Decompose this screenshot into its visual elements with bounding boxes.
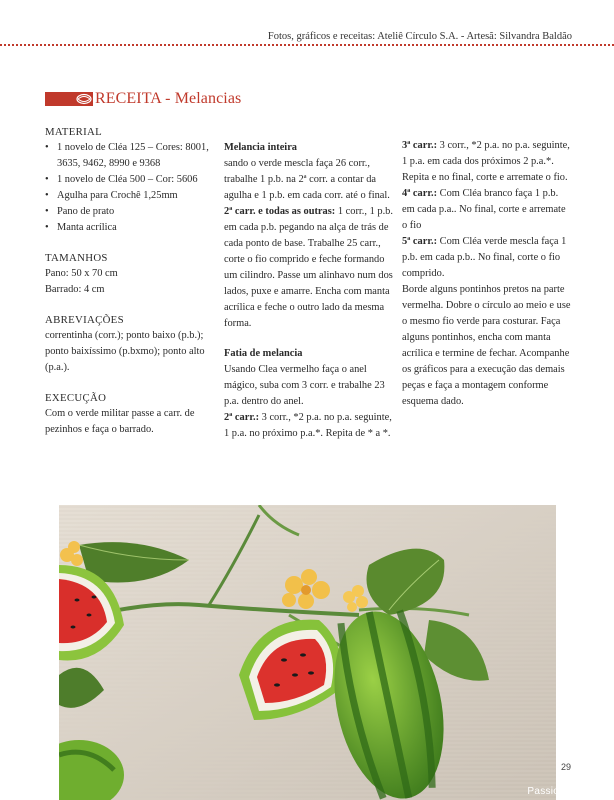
- recipe-title-row: [45, 90, 241, 108]
- round2-text: 1 corr., 1 p.b. em cada p.b. pegando na alça de trás de cada ponto de base. Trabalhe 25 carr., corte o fio comprido e feche formando um cilindro. Passe um alinhavo num dos lados, puxe e amarre. Encha com manta acrílica e feche o outro lado da mesma forma.: [224, 206, 393, 329]
- list-item: • 1 novelo de Cléa 125 – Cores: 8001, 3635, 9462, 8990 e 9368: [45, 140, 215, 172]
- header-dotted-rule: [0, 44, 614, 46]
- closing-text: Borde alguns pontinhos pretos na parte vermelha. Dobre o círculo ao meio e use o mesmo fio verde para costurar. Faça alguns pontinhos, encha com manta acrílica e termine de fechar. Acompanhe os gráficos para a execução das demais peças e faça a montagem conforme esquema dado.: [402, 284, 571, 407]
- round3-text: 3 corr., *2 p.a. no p.a. seguinte, 1 p.a. em cada dos próximos 2 p.a.*. Repita e no final, corte e arremate o fio.: [402, 140, 570, 183]
- round3-paragraph: [402, 138, 572, 186]
- material-list: [45, 140, 215, 236]
- slice-text: Usando Clea vermelho faça o anel mágico, suba com 3 corr. e trabalhe 23 p.a. dentro do anel.: [224, 364, 385, 407]
- page-number: 29: [561, 762, 572, 772]
- whole-watermelon-heading: Melancia inteira: [224, 142, 298, 153]
- round5-label: 5ª carr.:: [402, 236, 438, 247]
- title-accent-bar: [45, 92, 93, 106]
- list-item: • Pano de prato: [45, 204, 215, 220]
- column-materials: [45, 124, 215, 438]
- round2-label: 2ª carr. e todas as outras:: [224, 206, 336, 217]
- round2-paragraph: [224, 204, 394, 332]
- column-instructions-1: [224, 124, 394, 442]
- size-cloth: Pano: 50 x 70 cm: [45, 268, 118, 279]
- round5-paragraph: [402, 234, 572, 282]
- round4-text: Com Cléa branco faça 1 p.b. em cada p.a.. No final, corte e arremate o fio: [402, 188, 566, 231]
- slice-heading: Fatia de melancia: [224, 348, 303, 359]
- round3-label: 3ª carr.:: [402, 140, 438, 151]
- sizes-heading: TAMANHOS: [45, 252, 108, 264]
- list-item: • 1 novelo de Cléa 500 – Cor: 5606: [45, 172, 215, 188]
- slice-round2-label: 2ª carr.:: [224, 412, 260, 423]
- abbrev-heading: ABREVIAÇÕES: [45, 314, 124, 326]
- round5-text: Com Cléa verde mescla faça 1 p.b. em cada p.b.. No final, corte o fio comprido.: [402, 236, 567, 279]
- slice-round2-paragraph: [224, 410, 394, 442]
- yarn-ball-icon: [75, 93, 93, 105]
- abbrev-text: correntinha (corr.); ponto baixo (p.b.); ponto baixíssimo (p.bxmo); ponto alto (p.a.).: [45, 330, 205, 373]
- exec-text: Com o verde militar passe a carr. de pezinhos e faça o barrado.: [45, 408, 195, 435]
- slice-round2-text: 3 corr., *2 p.a. no p.a. seguinte, 1 p.a. no próximo p.a.*. Repita de * a *.: [224, 412, 392, 439]
- column-instructions-2: [402, 138, 572, 410]
- header-credits: Fotos, gráficos e receitas: Ateliê Círculo S.A. - Artesã: Silvandra Baldão: [267, 31, 572, 42]
- watermark: PassionForum.ru: [527, 786, 608, 797]
- material-heading: MATERIAL: [45, 126, 102, 138]
- page-title: RECEITA - Melancias: [95, 90, 242, 107]
- watermelon-crochet-photo: [59, 505, 556, 800]
- whole-watermelon-text: sando o verde mescla faça 26 corr., trabalhe 1 p.b. na 2ª corr. a contar da agulha e 1 p.b. em cada corr. até o final.: [224, 158, 390, 201]
- size-border: Barrado: 4 cm: [45, 284, 105, 295]
- round4-paragraph: [402, 186, 572, 234]
- round4-label: 4ª carr.:: [402, 188, 438, 199]
- list-item: • Agulha para Crochê 1,25mm: [45, 188, 215, 204]
- list-item: • Manta acrílica: [45, 220, 215, 236]
- exec-heading: EXECUÇÃO: [45, 392, 107, 404]
